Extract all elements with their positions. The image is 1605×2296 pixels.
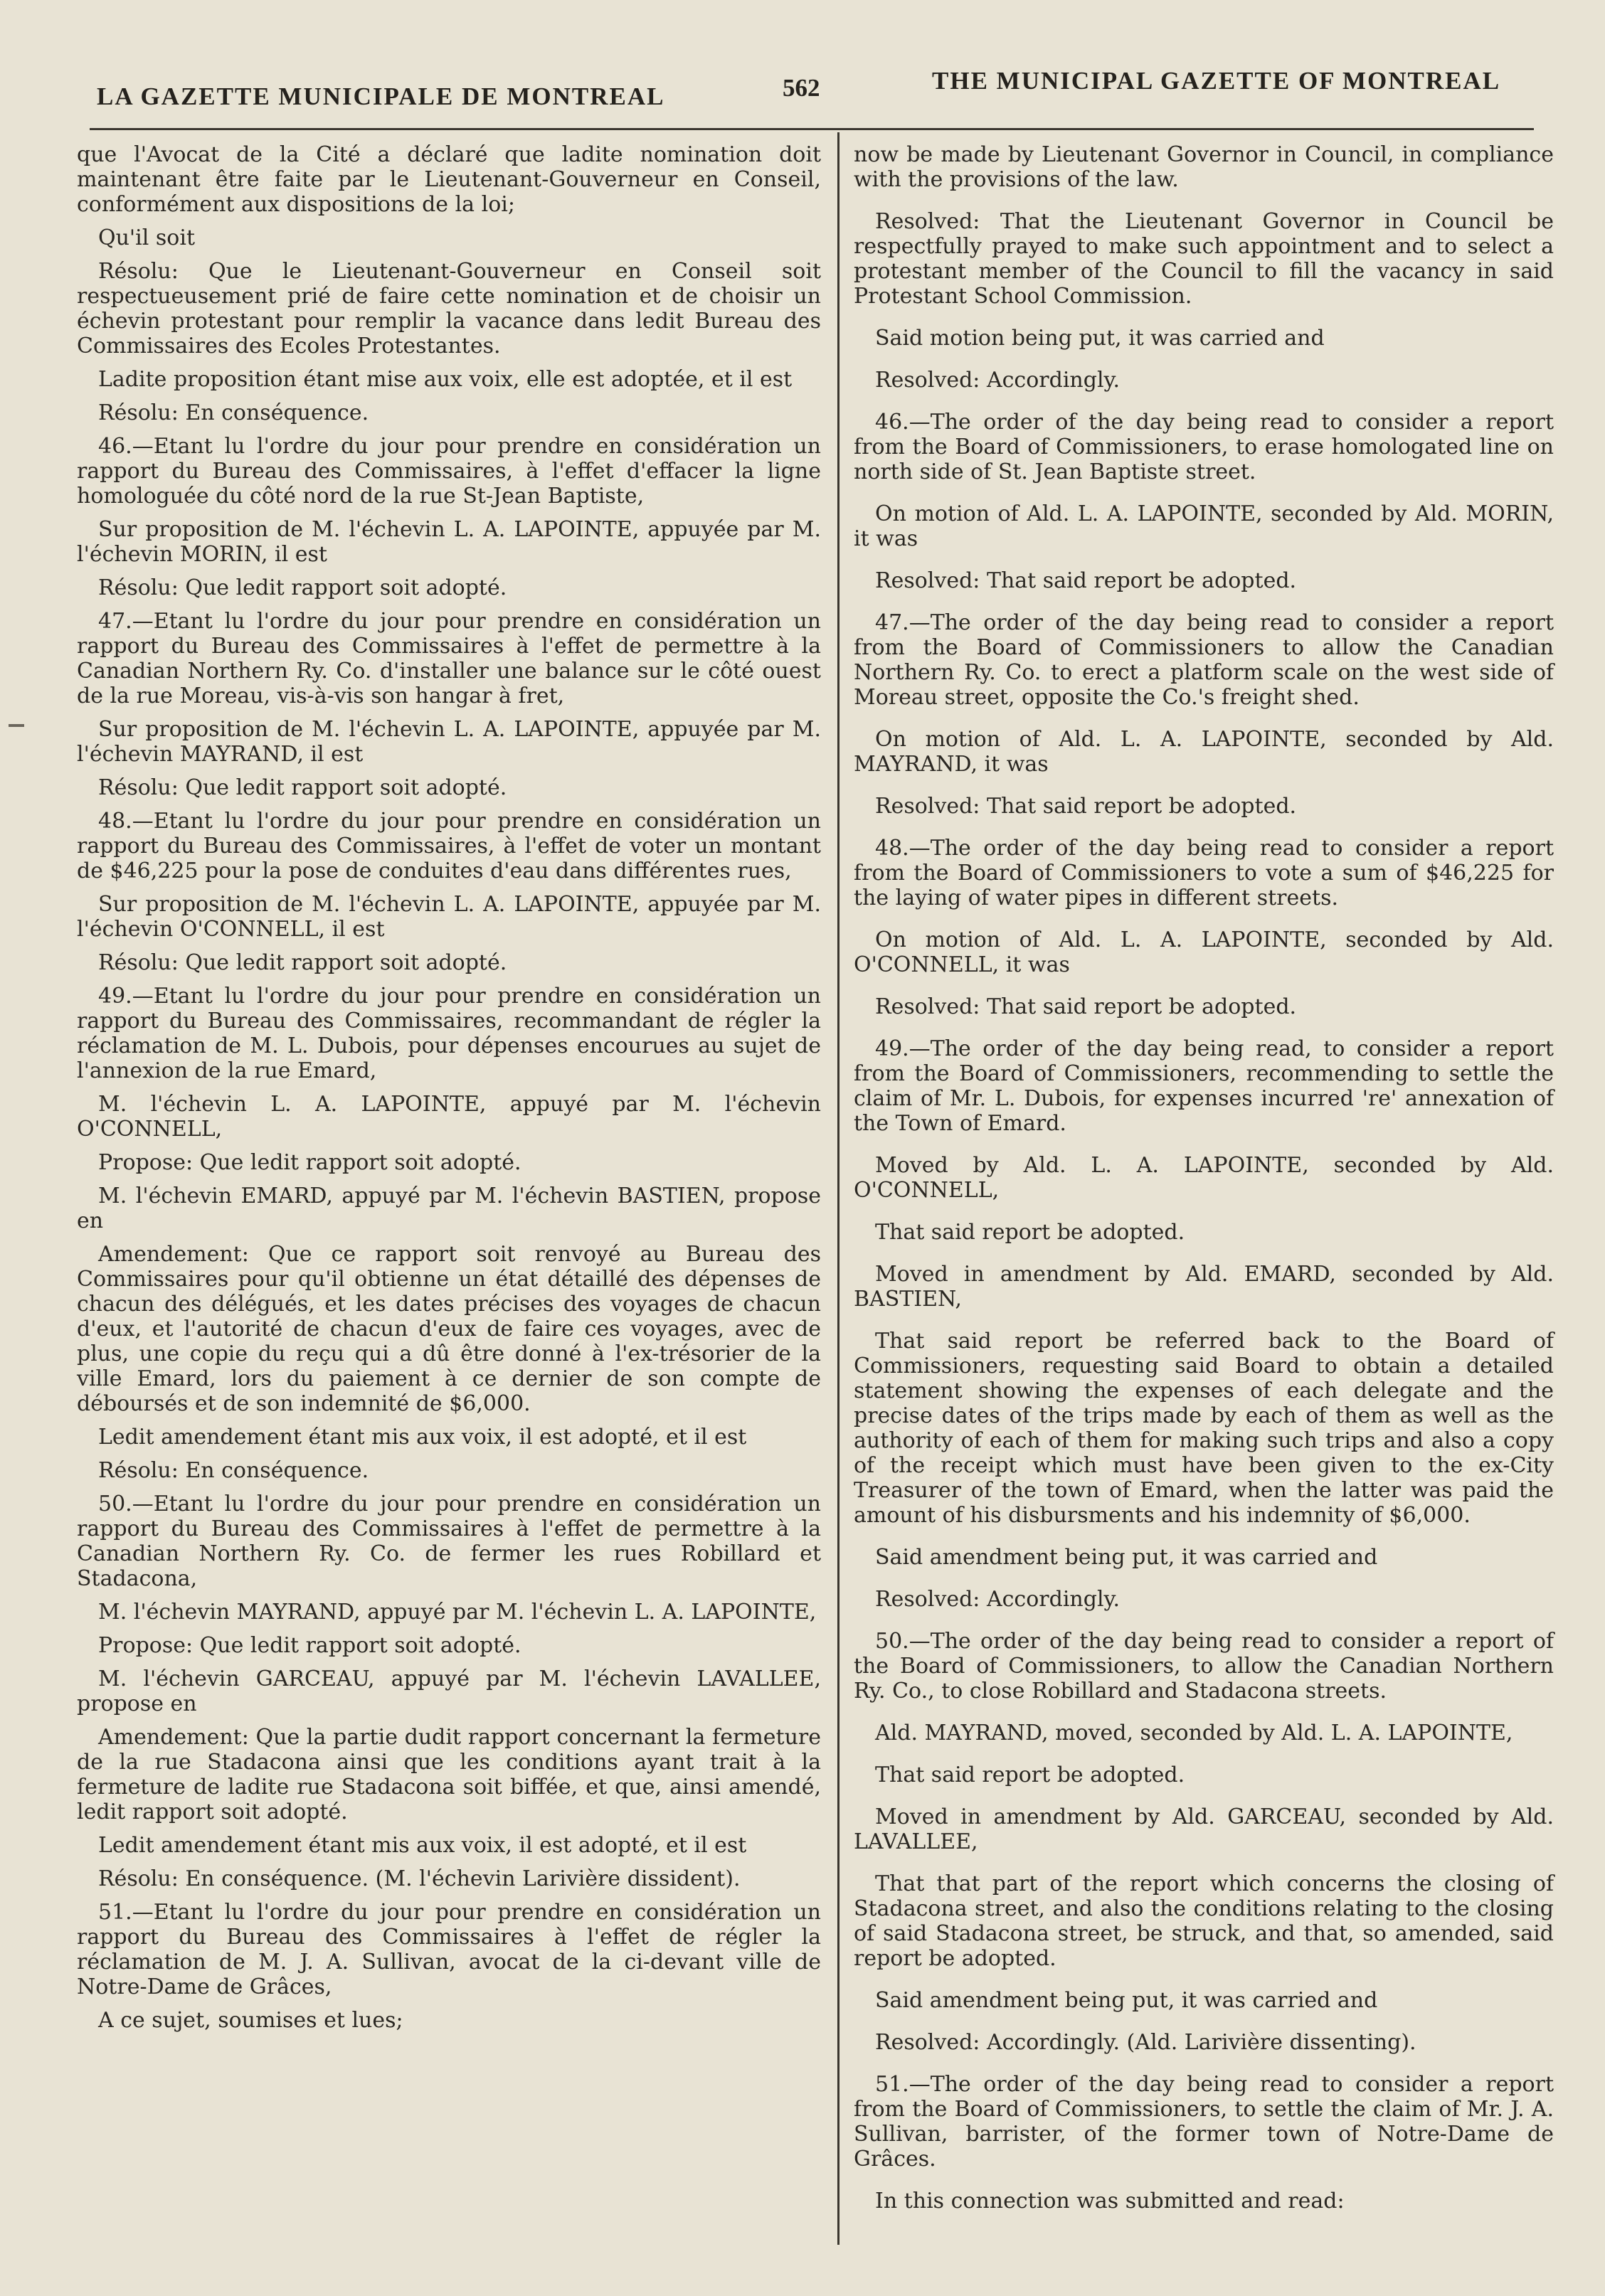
paragraph: On motion of Ald. L. A. LAPOINTE, seconded by Ald. O'CONNELL, it was xyxy=(854,928,1554,977)
paragraph: Qu'il soit xyxy=(98,225,195,250)
paragraph: Said amendment being put, it was carried and xyxy=(875,1545,1378,1570)
paragraph: Résolu: Que ledit rapport soit adopté. xyxy=(98,950,507,975)
paragraph: now be made by Lieutenant Governor in Council, in compliance with the provisions of the law. xyxy=(854,142,1554,192)
paragraph: In this connection was submitted and read: xyxy=(875,2189,1345,2213)
paragraph: Sur proposition de M. l'échevin L. A. LAPOINTE, appuyée par M. l'échevin MORIN, il est xyxy=(77,517,821,567)
paragraph: Résolu: Que ledit rapport soit adopté. xyxy=(98,575,507,600)
header-rule xyxy=(90,128,1534,130)
paragraph: Résolu: En conséquence. (M. l'échevin Larivière dissident). xyxy=(98,1866,741,1891)
paragraph: Resolved: Accordingly. (Ald. Larivière dissenting). xyxy=(875,2030,1416,2055)
paragraph: 47.—Etant lu l'ordre du jour pour prendre en considération un rapport du Bureau des Commissaires à l'effet de permettre à la Canadian Northern Ry. Co. d'installer une balance sur le côté ouest de la rue Moreau, vis-à-vis son hangar à fret, xyxy=(77,609,821,708)
paragraph: Ledit amendement étant mis aux voix, il est adopté, et il est xyxy=(98,1833,747,1858)
paragraph: Moved in amendment by Ald. EMARD, seconded by Ald. BASTIEN, xyxy=(854,1262,1554,1312)
paragraph: 49.—Etant lu l'ordre du jour pour prendre en considération un rapport du Bureau des Commissaires, recommandant de régler la réclamation de M. L. Dubois, pour dépenses encourues au sujet de l'annexion de la rue Emard, xyxy=(77,984,821,1083)
paragraph: On motion of Ald. L. A. LAPOINTE, seconded by Ald. MAYRAND, it was xyxy=(854,727,1554,777)
column-divider xyxy=(837,132,839,2245)
paragraph: That that part of the report which concerns the closing of Stadacona street, and also the conditions relating to the closing of said Stadacona street, be struck, and that, so amended, said report be adopted. xyxy=(854,1871,1554,1971)
paragraph: Resolved: That said report be adopted. xyxy=(875,994,1297,1019)
paragraph: Ald. MAYRAND, moved, seconded by Ald. L. A. LAPOINTE, xyxy=(875,1721,1513,1745)
paragraph: Ledit amendement étant mis aux voix, il est adopté, et il est xyxy=(98,1425,747,1450)
paragraph: Said motion being put, it was carried and xyxy=(875,326,1325,351)
paragraph: 46.—The order of the day being read to consider a report from the Board of Commissioners, to erase homologated line on north side of St. Jean Baptiste street. xyxy=(854,410,1554,484)
paragraph: Resolved: Accordingly. xyxy=(875,368,1121,393)
paragraph: Amendement: Que la partie dudit rapport concernant la fermeture de la rue Stadacona ainsi que les conditions ayant trait à la fermeture de ladite rue Stadacona soit biffée, et que, ainsi amendé, ledit rapport soit adopté. xyxy=(77,1725,821,1824)
paragraph: 49.—The order of the day being read, to consider a report from the Board of Commissioners, recommending to settle the claim of Mr. L. Dubois, for expenses incurred 're' annexation of the Town of Emard. xyxy=(854,1036,1554,1136)
paragraph: Resolved: That the Lieutenant Governor in Council be respectfully prayed to make such appointment and to select a protestant member of the Council to fill the vacancy in said Protestant School Commission. xyxy=(854,209,1554,309)
page-number: 562 xyxy=(783,74,820,102)
paragraph: That said report be adopted. xyxy=(875,1763,1185,1787)
english-column xyxy=(854,142,1554,2231)
page-header xyxy=(92,63,1522,119)
paragraph: That said report be referred back to the Board of Commissioners, requesting said Board to obtain a detailed statement showing the expenses of each delegate and the precise dates of the trips made by each of them as well as the authority of each of them for making such trips and also a copy of the receipt which must have been given to the ex-City Treasurer of the town of Emard, when the latter was paid the amount of his disbursments and his indemnity of $6,000. xyxy=(854,1329,1554,1528)
paragraph: 47.—The order of the day being read to consider a report from the Board of Commissioners to allow the Canadian Northern Ry. Co. to erect a platform scale on the west side of Moreau street, opposite the Co.'s freight shed. xyxy=(854,610,1554,710)
french-column xyxy=(77,142,821,2041)
paragraph: Ladite proposition étant mise aux voix, elle est adoptée, et il est xyxy=(98,367,793,392)
paragraph: Résolu: En conséquence. xyxy=(98,1458,369,1483)
paragraph: 51.—The order of the day being read to consider a report from the Board of Commissioners, to settle the claim of Mr. J. A. Sullivan, barrister, of the former town of Notre-Dame de Grâces. xyxy=(854,2072,1554,2172)
paragraph: Résolu: Que le Lieutenant-Gouverneur en Conseil soit respectueusement prié de faire cette nomination et de choisir un échevin protestant pour remplir la vacance dans ledit Bureau des Commissaires des Ecoles Protestantes. xyxy=(77,259,821,358)
paragraph: Resolved: Accordingly. xyxy=(875,1587,1121,1612)
paragraph: que l'Avocat de la Cité a déclaré que ladite nomination doit maintenant être faite par le Lieutenant-Gouverneur en Conseil, conformément aux dispositions de la loi; xyxy=(77,142,821,217)
paragraph: Sur proposition de M. l'échevin L. A. LAPOINTE, appuyée par M. l'échevin MAYRAND, il est xyxy=(77,717,821,767)
paragraph: A ce sujet, soumises et lues; xyxy=(98,2008,403,2033)
paragraph: 51.—Etant lu l'ordre du jour pour prendre en considération un rapport du Bureau des Commissaires à l'effet de régler la réclamation de M. J. A. Sullivan, avocat de la ci-devant ville de Notre-Dame de Grâces, xyxy=(77,1900,821,1999)
paragraph: M. l'échevin L. A. LAPOINTE, appuyé par M. l'échevin O'CONNELL, xyxy=(77,1092,821,1142)
paragraph: That said report be adopted. xyxy=(875,1220,1185,1245)
paragraph: 50.—Etant lu l'ordre du jour pour prendre en considération un rapport du Bureau des Commissaires à l'effet de permettre à la Canadian Northern Ry. Co. de fermer les rues Robillard et Stadacona, xyxy=(77,1492,821,1591)
paragraph: Amendement: Que ce rapport soit renvoyé au Bureau des Commissaires pour qu'il obtienne un état détaillé des dépenses de chacun des délégués, et les dates précises des voyages de chacun d'eux, et l'autorité de chacun d'eux de faire ces voyages, avec de plus, une copie du reçu qui a dû être donné à l'ex-trésorier de la ville Emard, lors du paiement à ce dernier de son compte de déboursés et de son indemnité de $6,000. xyxy=(77,1242,821,1416)
paragraph: Résolu: En conséquence. xyxy=(98,400,369,425)
paragraph: 50.—The order of the day being read to consider a report of the Board of Commissioners, to allow the Canadian Northern Ry. Co., to close Robillard and Stadacona streets. xyxy=(854,1629,1554,1704)
paragraph: M. l'échevin GARCEAU, appuyé par M. l'échevin LAVALLEE, propose en xyxy=(77,1667,821,1716)
paragraph: Propose: Que ledit rapport soit adopté. xyxy=(98,1633,521,1658)
paragraph: 46.—Etant lu l'ordre du jour pour prendre en considération un rapport du Bureau des Commissaires, à l'effet d'effacer la ligne homologuée du côté nord de la rue St-Jean Baptiste, xyxy=(77,434,821,509)
paragraph: 48.—Etant lu l'ordre du jour pour prendre en considération un rapport du Bureau des Commissaires, à l'effet de voter un montant de $46,225 pour la pose de conduites d'eau dans différentes rues, xyxy=(77,809,821,883)
paragraph: Propose: Que ledit rapport soit adopté. xyxy=(98,1150,521,1175)
paragraph: M. l'échevin MAYRAND, appuyé par M. l'échevin L. A. LAPOINTE, xyxy=(98,1600,817,1625)
paragraph: Said amendment being put, it was carried and xyxy=(875,1988,1378,2013)
paragraph: M. l'échevin EMARD, appuyé par M. l'échevin BASTIEN, propose en xyxy=(77,1184,821,1233)
paragraph: Résolu: Que ledit rapport soit adopté. xyxy=(98,775,507,800)
paragraph: Sur proposition de M. l'échevin L. A. LAPOINTE, appuyée par M. l'échevin O'CONNELL, il est xyxy=(77,892,821,942)
paragraph: On motion of Ald. L. A. LAPOINTE, seconded by Ald. MORIN, it was xyxy=(854,501,1554,551)
paragraph: 48.—The order of the day being read to consider a report from the Board of Commissioners to vote a sum of $46,225 for the laying of water pipes in different streets. xyxy=(854,836,1554,910)
header-english-title: THE MUNICIPAL GAZETTE OF MONTREAL xyxy=(932,67,1501,95)
paragraph: Resolved: That said report be adopted. xyxy=(875,794,1297,819)
paragraph: Moved in amendment by Ald. GARCEAU, seconded by Ald. LAVALLEE, xyxy=(854,1805,1554,1854)
paragraph: Moved by Ald. L. A. LAPOINTE, seconded by Ald. O'CONNELL, xyxy=(854,1153,1554,1203)
header-french-title: LA GAZETTE MUNICIPALE DE MONTREAL xyxy=(97,83,665,110)
margin-mark xyxy=(9,724,24,727)
paragraph: Resolved: That said report be adopted. xyxy=(875,568,1297,593)
